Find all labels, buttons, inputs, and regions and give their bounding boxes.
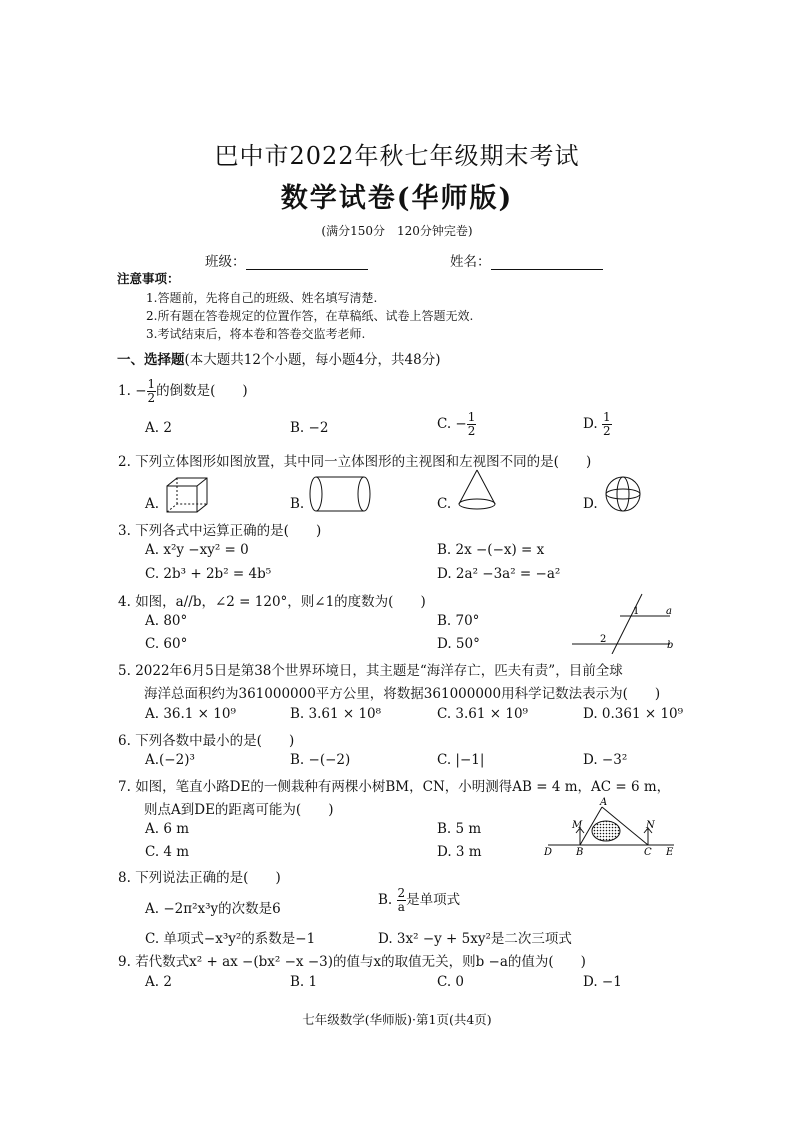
option-c[interactable]: C. 60° [145, 636, 188, 652]
option-d[interactable]: D. 0.361 × 10⁹ [583, 706, 684, 722]
question-5: 5. 2022年6月5日是第38个世界环境日，其主题是“海洋存亡，匹夫有责”，目前全球 [118, 663, 623, 679]
option-b[interactable]: B. 2x −(−x) = x [437, 542, 545, 558]
question-6: 6. 下列各数中最小的是( ) [118, 733, 295, 749]
option-d[interactable]: D. 50° [437, 636, 480, 652]
option-b[interactable]: B. −(−2) [290, 752, 351, 768]
fraction: $\frac{1}{2}$ [147, 377, 156, 405]
sphere-figure [603, 474, 643, 514]
name-field[interactable] [450, 250, 603, 270]
option-c[interactable]: C. 0 [437, 974, 465, 990]
option-b[interactable]: B. 3.61 × 10⁸ [290, 706, 382, 722]
option-d[interactable]: D. −3² [583, 752, 628, 768]
option-b[interactable]: B. 5 m [437, 821, 482, 837]
paper-title: 数学试卷(华师版) [280, 183, 514, 214]
question-8: 8. 下列说法正确的是( ) [118, 870, 281, 886]
option-b[interactable]: B. 1 [290, 974, 318, 990]
option-d[interactable]: D. 2a² −3a² = −a² [437, 566, 561, 582]
question-4: 4. 如图，a//b，∠2 = 120°，则∠1的度数为( ) [118, 594, 426, 610]
point-a-label: A [600, 797, 608, 808]
note-item: 2.所有题在答卷规定的位置作答，在草稿纸、试卷上答题无效. [146, 309, 474, 323]
point-n-label: N [646, 820, 655, 831]
cube-figure [165, 476, 211, 514]
class-blank[interactable] [246, 255, 368, 270]
option-c[interactable]: C. 单项式−x³y²的系数是−1 [145, 931, 316, 947]
option-c[interactable]: C. − $\frac{1}{2}$ [437, 410, 476, 438]
notes-heading: 注意事项： [117, 271, 180, 286]
note-item: 1.答题前，先将自己的班级、姓名填写清楚. [146, 291, 378, 305]
option-c[interactable]: C. [437, 496, 451, 512]
point-d-label: D [544, 847, 553, 858]
point-b-label: B [576, 847, 584, 858]
option-a[interactable]: A. −2π²x³y的次数是6 [145, 901, 281, 917]
option-c[interactable]: C. |−1| [437, 752, 485, 768]
option-a[interactable]: A. [145, 496, 159, 512]
point-e-label: E [666, 847, 674, 858]
question-7: 7. 如图，笔直小路DE的一侧栽种有两棵小树BM，CN，小明测得AB = 4 m，AC = 6 m， [118, 779, 671, 795]
page-footer: 七年级数学(华师版)·第1页(共4页) [302, 1012, 492, 1027]
question-2: 2. 下列立体图形如图放置，其中同一立体图形的主视图和左视图不同的是( ) [118, 454, 592, 470]
option-b[interactable]: B. [290, 496, 304, 512]
option-a[interactable]: A. 6 m [145, 821, 190, 837]
line-b-label: b [667, 640, 674, 651]
road-trees-figure [542, 796, 682, 858]
option-d[interactable]: D. $\frac{1}{2}$ [583, 410, 611, 438]
option-b[interactable]: B. $\frac{2}{a}$ 是单项式 [378, 886, 461, 914]
point-c-label: C [644, 847, 652, 858]
cylinder-figure [308, 474, 372, 514]
exam-subtitle: (满分150分 120分钟完卷) [321, 224, 473, 238]
option-a[interactable]: A. 2 [145, 974, 172, 990]
line-a-label: a [666, 606, 672, 617]
option-a[interactable]: A. x²y −xy² = 0 [145, 542, 249, 558]
angle-1-label: 1 [633, 606, 640, 617]
option-b[interactable]: B. 70° [437, 613, 480, 629]
name-blank[interactable] [491, 255, 603, 270]
option-d[interactable]: D. 3 m [437, 844, 482, 860]
name-label: 姓名： [450, 254, 491, 270]
option-c[interactable]: C. 2b³ + 2b² = 4b⁵ [145, 566, 272, 582]
question-3: 3. 下列各式中运算正确的是( ) [118, 523, 322, 539]
option-a[interactable]: A. 36.1 × 10⁹ [145, 706, 236, 722]
exam-title: 巴中市2022年秋七年级期末考试 [214, 142, 580, 170]
option-a[interactable]: A.(−2)³ [145, 752, 195, 768]
point-m-label: M [572, 820, 583, 831]
option-c[interactable]: C. 3.61 × 10⁹ [437, 706, 528, 722]
class-field[interactable] [205, 250, 368, 270]
section-heading [117, 348, 440, 368]
section-desc: (本大题共12个小题，每小题4分，共48分) [184, 352, 441, 368]
option-d[interactable]: D. [583, 496, 598, 512]
option-d[interactable]: D. 3x² −y + 5xy²是二次三项式 [378, 931, 572, 947]
option-d[interactable]: D. −1 [583, 974, 622, 990]
question-7-line2: 则点A到DE的距离可能为( ) [144, 802, 334, 818]
class-label: 班级： [205, 254, 246, 270]
section-title: 一、选择题 [117, 352, 185, 368]
question-1: 1. − $\frac{1}{2}$ 的倒数是( ) [118, 377, 248, 405]
note-item: 3.考试结束后，将本卷和答卷交监考老师. [146, 327, 366, 341]
question-9: 9. 若代数式x² + ax −(bx² −x −3)的值与x的取值无关，则b −a的值为( ) [118, 954, 586, 970]
option-c[interactable]: C. 4 m [145, 844, 190, 860]
angle-2-label: 2 [600, 634, 607, 645]
option-a[interactable]: A. 2 [145, 420, 172, 436]
option-b[interactable]: B. −2 [290, 420, 329, 436]
cone-figure [455, 468, 499, 512]
question-5-line2: 海洋总面积约为361000000平方公里，将数据361000000用科学记数法表示为( ) [144, 686, 661, 702]
option-a[interactable]: A. 80° [145, 613, 188, 629]
parallel-lines-figure [570, 592, 680, 654]
